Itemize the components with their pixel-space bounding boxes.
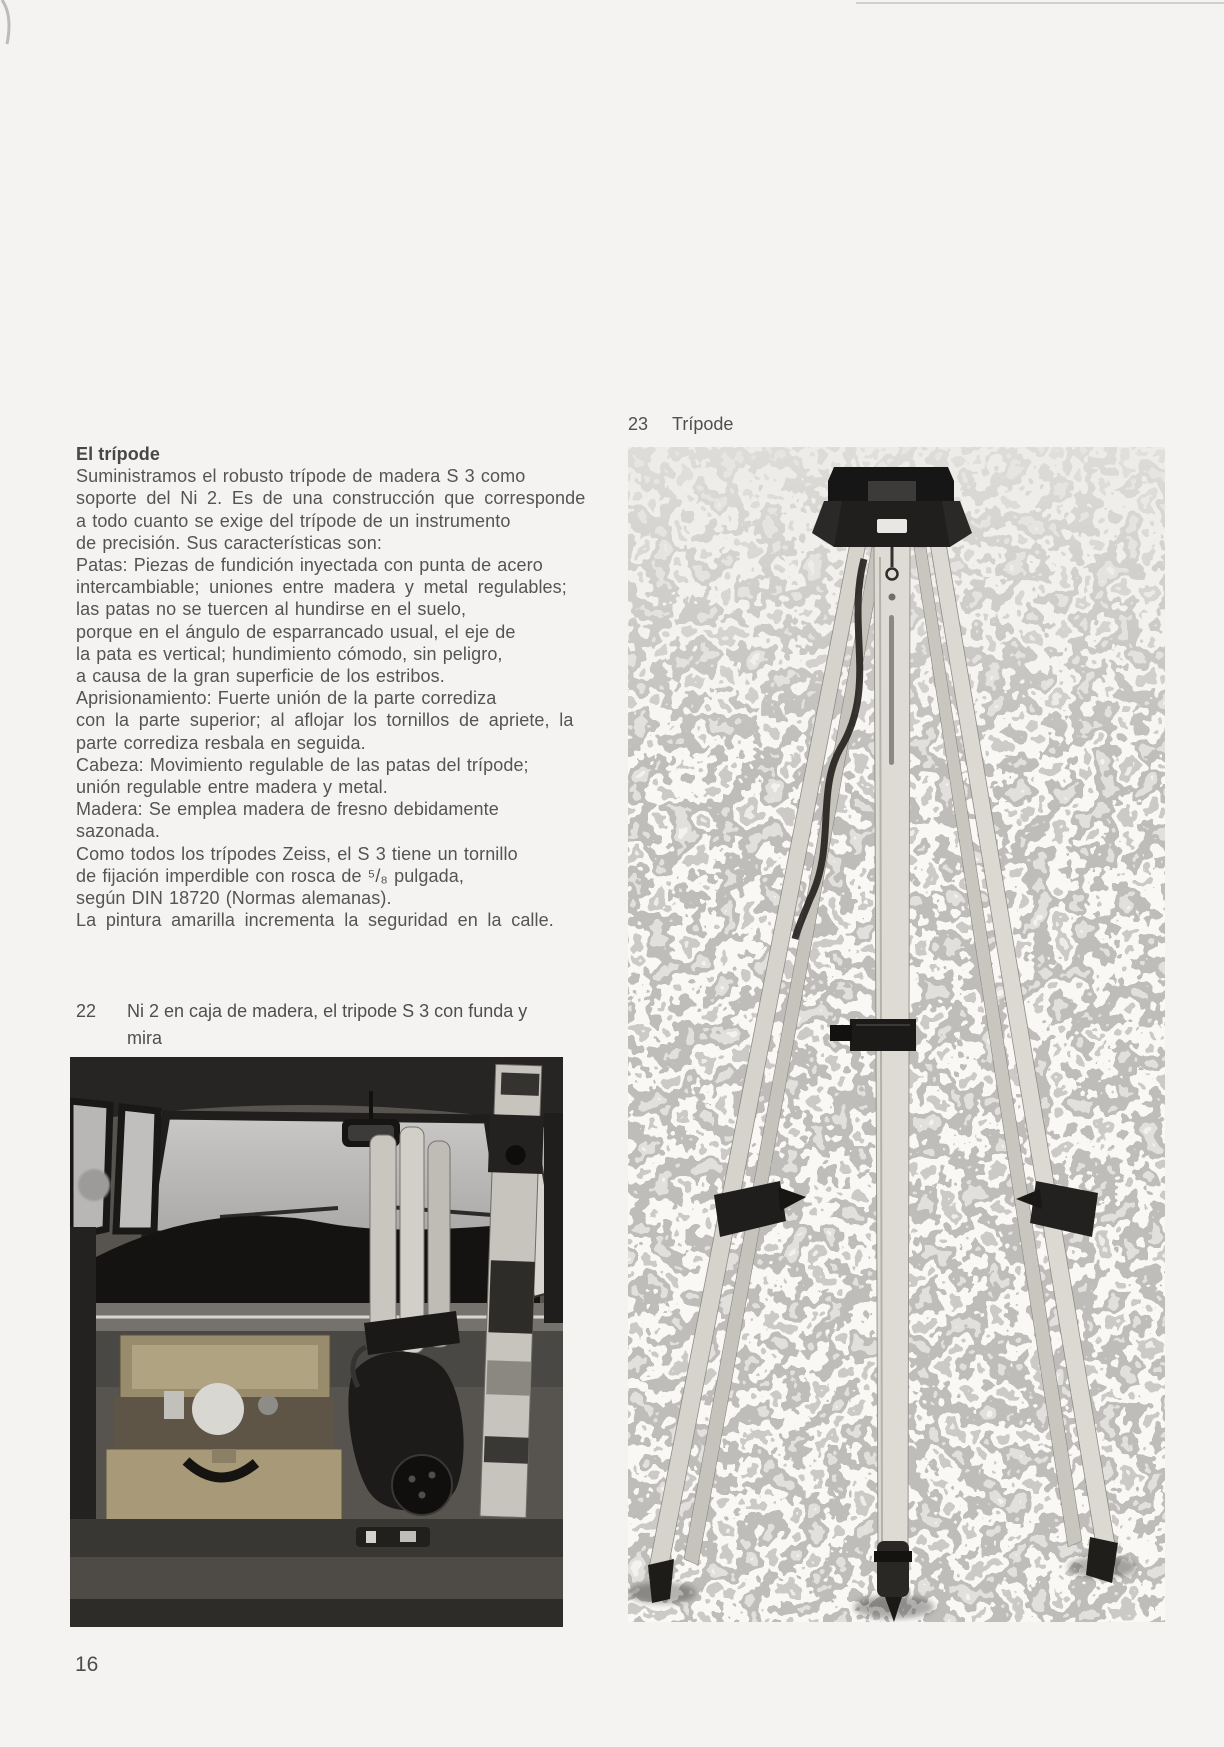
article-line: Como todos los trípodes Zeiss, el S 3 tiene un tornillo bbox=[76, 843, 518, 864]
seat-back bbox=[96, 1216, 540, 1317]
article-heading: El trípode bbox=[76, 444, 161, 464]
article-line: las patas no se tuercen al hundirse en el suelo, bbox=[76, 599, 467, 620]
article-line: soporte del Ni 2. Es de una construcción que corresponde bbox=[76, 488, 586, 509]
sill-latch bbox=[356, 1527, 430, 1547]
article-line: intercambiable; uniones entre madera y metal regulables; bbox=[76, 577, 567, 598]
article-line: Aprisionamiento: Fuerte unión de la parte corrediza bbox=[76, 688, 497, 709]
article-line: la pata es vertical; hundimiento cómodo, sin peligro, bbox=[76, 643, 503, 664]
article-text bbox=[76, 443, 621, 931]
mirror-blur bbox=[78, 1169, 110, 1201]
article-line: porque en el ángulo de esparrancado usual, el eje de bbox=[76, 621, 516, 642]
article-line: con la parte superior; al aflojar los tornillos de apriete, la bbox=[76, 710, 574, 731]
figure-number-22: 22 bbox=[76, 1001, 97, 1021]
case-lid-inner bbox=[132, 1345, 318, 1389]
head-label bbox=[877, 519, 907, 533]
article-line: Patas: Piezas de fundición inyectada con punta de acero bbox=[76, 555, 543, 576]
article-line: Madera: Se emplea madera de fresno debidamente bbox=[76, 799, 499, 820]
article-line: unión regulable entre madera y metal. bbox=[76, 777, 388, 798]
scan-edge-line bbox=[856, 2, 1224, 4]
leg-bolt bbox=[889, 594, 896, 601]
instrument-disc bbox=[192, 1383, 244, 1435]
article-line: parte corrediza resbala en seguida. bbox=[76, 732, 366, 753]
bag-base bbox=[392, 1455, 452, 1515]
article-line: de fijación imperdible con rosca de ⁵/₈ pulgada, bbox=[76, 865, 464, 886]
article-line: sazonada. bbox=[76, 821, 160, 842]
article-line: según DIN 18720 (Normas alemanas). bbox=[76, 888, 392, 909]
figure-number-23: 23 bbox=[628, 414, 649, 434]
scan-edge-curve bbox=[2, 0, 9, 44]
tripod-photo bbox=[628, 447, 1165, 1622]
article-line: de precisión. Sus características son: bbox=[76, 532, 382, 553]
side-window-left-2 bbox=[116, 1107, 158, 1231]
sill-band bbox=[70, 1519, 563, 1557]
scan-edge-artifact bbox=[0, 0, 34, 46]
figure-caption-text-23: Trípode bbox=[672, 414, 734, 434]
caption-line-1: Ni 2 en caja de madera, el tripode S 3 con funda y mira bbox=[127, 1001, 528, 1048]
article-line: Suministramos el robusto trípode de madera S 3 como bbox=[76, 466, 526, 487]
door-frame-left bbox=[70, 1227, 96, 1567]
side-window-left-1 bbox=[70, 1101, 110, 1237]
instrument-part bbox=[164, 1391, 184, 1419]
wooden-case bbox=[106, 1335, 342, 1527]
page-number: 16 bbox=[75, 1653, 99, 1676]
car-photo-canvas bbox=[70, 1057, 563, 1627]
article-line: a causa de la gran superficie de los estribos. bbox=[76, 666, 445, 687]
folded-tripod-bundle bbox=[364, 1127, 460, 1355]
car-trunk-photo bbox=[70, 1057, 563, 1627]
figure-caption-tripod bbox=[628, 414, 733, 435]
photo-bottom-edge bbox=[70, 1599, 563, 1627]
article-line: La pintura amarilla incrementa la seguridad en la calle. bbox=[76, 910, 554, 931]
tripod-photo-canvas bbox=[628, 447, 1165, 1622]
instrument-knob bbox=[258, 1395, 278, 1415]
windshield bbox=[146, 1115, 506, 1239]
case-latch bbox=[212, 1449, 236, 1463]
article-line: Cabeza: Movimiento regulable de las patas del trípode; bbox=[76, 754, 529, 775]
article-line: a todo cuanto se exige del trípode de un instrumento bbox=[76, 510, 511, 531]
sill-lower bbox=[70, 1557, 563, 1599]
pillar-right bbox=[544, 1113, 563, 1323]
leg-slot bbox=[889, 615, 894, 765]
